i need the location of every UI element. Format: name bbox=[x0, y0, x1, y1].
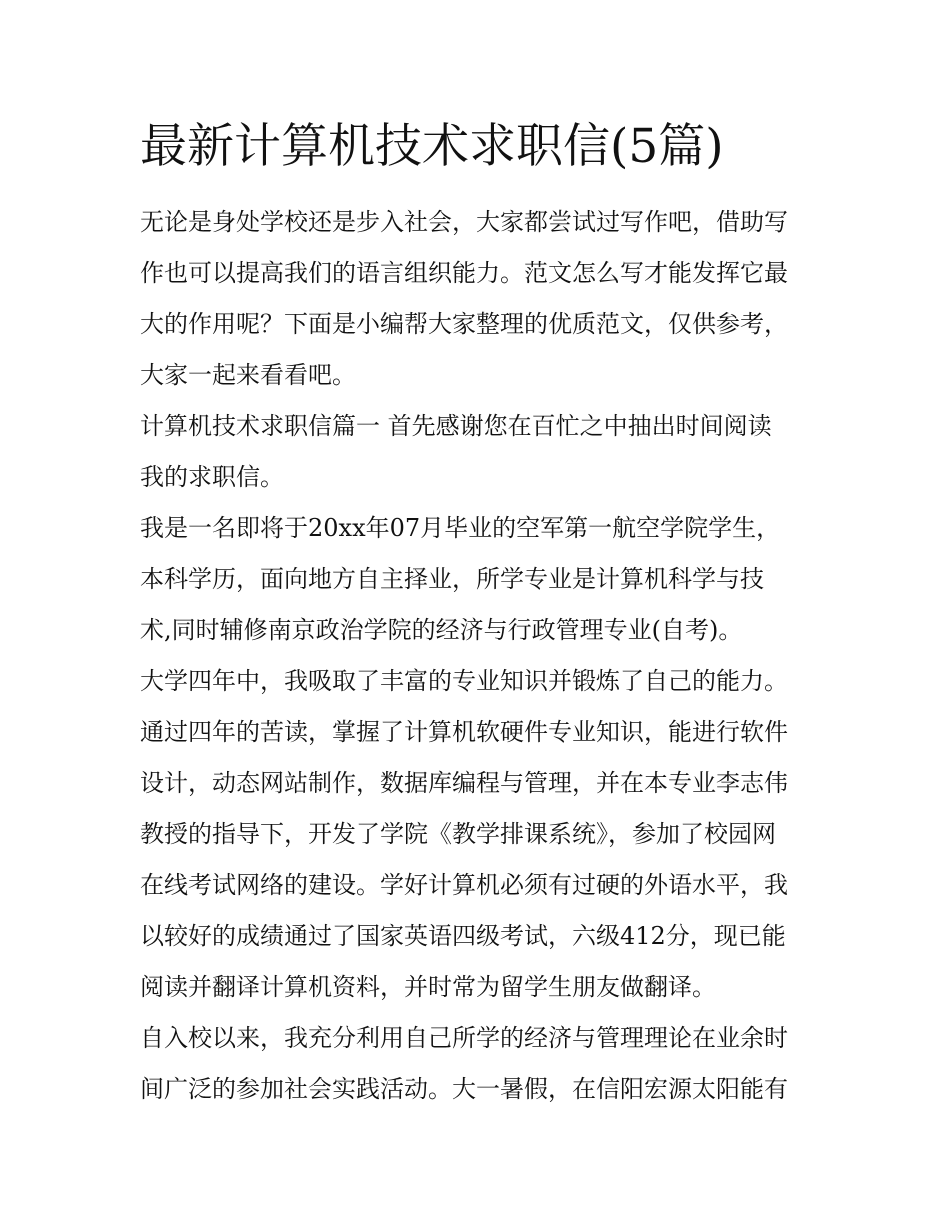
text-line: 以较好的成绩通过了国家英语四级考试，六级412分，现已能 bbox=[140, 922, 786, 950]
text-line: 自入校以来，我充分利用自己所学的经济与管理理论在业余时 bbox=[140, 1024, 788, 1052]
document-title: 最新计算机技术求职信(5篇) bbox=[140, 119, 724, 174]
text-line: 大家一起来看看吧。 bbox=[140, 361, 356, 389]
text-line: 通过四年的苦读，掌握了计算机软硬件专业知识，能进行软件 bbox=[140, 718, 788, 746]
text-line: 大学四年中，我吸取了丰富的专业知识并锻炼了自己的能力。 bbox=[140, 667, 788, 695]
text-line: 大的作用呢？下面是小编帮大家整理的优质范文，仅供参考， bbox=[140, 310, 788, 338]
paragraph-self-introduction bbox=[140, 503, 830, 656]
document-body bbox=[140, 197, 830, 1115]
text-line: 在线考试网络的建设。学好计算机必须有过硬的外语水平，我 bbox=[140, 871, 788, 899]
paragraph-intro bbox=[140, 197, 830, 401]
paragraph-letter-opening bbox=[140, 401, 830, 503]
text-line: 我的求职信。 bbox=[140, 463, 284, 491]
text-line: 本科学历，面向地方自主择业，所学专业是计算机科学与技 bbox=[140, 565, 764, 593]
paragraph-university-skills bbox=[140, 656, 830, 1013]
paragraph-social-practice bbox=[140, 1013, 830, 1115]
text-line: 计算机技术求职信篇一 首先感谢您在百忙之中抽出时间阅读 bbox=[140, 412, 772, 440]
text-line: 教授的指导下，开发了学院《教学排课系统》，参加了校园网 bbox=[140, 820, 776, 848]
text-line: 阅读并翻译计算机资料，并时常为留学生朋友做翻译。 bbox=[140, 973, 716, 1001]
text-line: 间广泛的参加社会实践活动。大一暑假，在信阳宏源太阳能有 bbox=[140, 1075, 788, 1103]
text-line: 作也可以提高我们的语言组织能力。范文怎么写才能发挥它最 bbox=[140, 259, 788, 287]
text-line: 设计，动态网站制作，数据库编程与管理，并在本专业李志伟 bbox=[140, 769, 788, 797]
text-line: 术,同时辅修南京政治学院的经济与行政管理专业(自考)。 bbox=[140, 616, 743, 644]
text-line: 无论是身处学校还是步入社会，大家都尝试过写作吧，借助写 bbox=[140, 208, 788, 236]
text-line: 我是一名即将于20xx年07月毕业的空军第一航空学院学生， bbox=[140, 514, 781, 542]
